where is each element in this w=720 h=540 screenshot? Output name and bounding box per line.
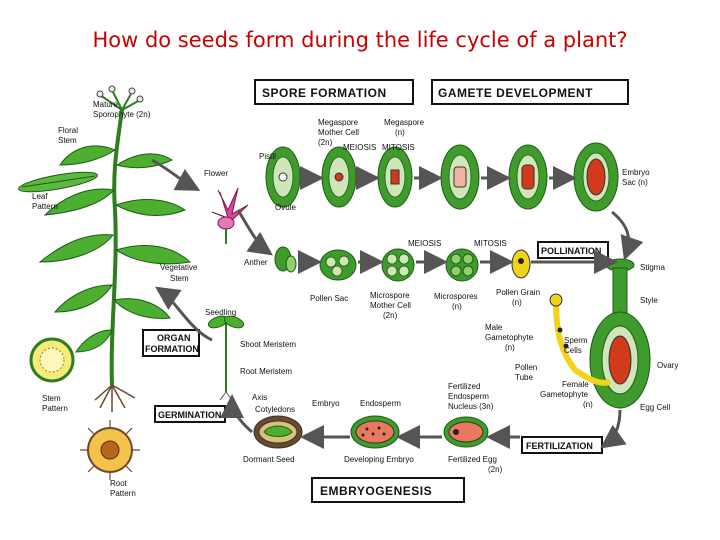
label-microspores-2: (n)	[452, 302, 462, 311]
spore-formation-box	[255, 80, 413, 104]
label-germination: GERMINATION	[158, 410, 222, 420]
label-flower: Flower	[204, 169, 229, 178]
germination-box	[155, 406, 225, 422]
label-mature-sporophyte-2: Sporophyte (2n)	[93, 110, 151, 119]
label-ovary: Ovary	[657, 361, 679, 370]
label-microspores-1: Microspores	[434, 292, 478, 301]
label-cotyledons: Cotyledons	[255, 405, 296, 414]
label-microspore-mother-2: Mother Cell	[370, 301, 411, 310]
label-male-gametophyte-3: (n)	[505, 343, 515, 352]
label-leaf-pattern-2: Pattern	[32, 202, 58, 211]
slide-title: How do seeds form during the life cycle of a plant?	[92, 28, 628, 52]
label-seedling: Seedling	[205, 308, 237, 317]
label-dormant-seed: Dormant Seed	[243, 455, 295, 464]
label-pollen-sac: Pollen Sac	[310, 294, 349, 303]
pollen-row	[320, 249, 530, 281]
label-fertilized-endo-1: Fertilized	[448, 382, 481, 391]
label-vegetative-stem-2: Stem	[170, 274, 189, 283]
label-embryo-sac-1: Embryo	[622, 168, 650, 177]
anther-illustration	[275, 247, 296, 272]
label-pollination: POLLINATION	[541, 246, 602, 256]
label-female-gametophyte-1: Female	[562, 380, 589, 389]
label-female-gametophyte-3: (n)	[583, 400, 593, 409]
label-megaspore-mother-3: (2n)	[318, 138, 333, 147]
label-fertilized-egg-1: Fertilized Egg	[448, 455, 497, 464]
label-root-pattern-1: Root	[110, 479, 127, 488]
label-pollen-grain-2: (n)	[512, 298, 522, 307]
label-vegetative-stem-1: Vegetative	[160, 263, 198, 272]
label-egg-cell: Egg Cell	[640, 403, 671, 412]
label-embryo-sac-2: Sac (n)	[622, 178, 648, 187]
gamete-development-box	[432, 80, 628, 104]
fertilization-box	[522, 437, 602, 453]
label-fertilized-endo-2: Endosperm	[448, 392, 489, 401]
label-microspore-mother-3: (2n)	[383, 311, 398, 320]
label-gamete-development: GAMETE DEVELOPMENT	[438, 86, 594, 100]
label-pollen-tube-2: Tube	[515, 373, 533, 382]
label-shoot-meristem: Shoot Meristem	[240, 340, 297, 349]
label-spore-formation: SPORE FORMATION	[262, 86, 387, 100]
label-meiosis-top: MEIOSIS	[343, 143, 377, 152]
label-floral-stem-1: Floral	[58, 126, 79, 135]
embryogenesis-box	[312, 478, 464, 502]
label-embryogenesis: EMBRYOGENESIS	[320, 484, 433, 498]
label-mitosis-top: MITOSIS	[382, 143, 415, 152]
label-stem-pattern-2: Pattern	[42, 404, 68, 413]
label-leaf-pattern-1: Leaf	[32, 192, 48, 201]
label-pollen-grain-1: Pollen Grain	[496, 288, 541, 297]
pollination-box	[538, 242, 608, 258]
label-organ-formation-2: FORMATION	[145, 344, 199, 354]
label-floral-stem-2: Stem	[58, 136, 77, 145]
label-organ-formation-1: ORGAN	[157, 333, 191, 343]
label-pollen-tube-1: Pollen	[515, 363, 538, 372]
seed-row	[254, 416, 488, 448]
label-megaspore-mother-2: Mother Cell	[318, 128, 359, 137]
label-fertilization: FERTILIZATION	[526, 441, 593, 451]
label-megaspore-2: (n)	[395, 128, 405, 137]
label-pistil: Pistil	[259, 152, 276, 161]
label-root-meristem: Root Meristem	[240, 367, 293, 376]
label-endosperm: Endosperm	[360, 399, 401, 408]
label-male-gametophyte-1: Male	[485, 323, 503, 332]
label-ovule: Ovule	[275, 203, 296, 212]
label-mitosis-mid: MITOSIS	[474, 239, 507, 248]
label-meiosis-mid: MEIOSIS	[408, 239, 442, 248]
label-megaspore-1: Megaspore	[384, 118, 425, 127]
label-male-gametophyte-2: Gametophyte	[485, 333, 534, 342]
label-root-pattern-2: Pattern	[110, 489, 136, 498]
label-fertilized-endo-3: Nucleus (3n)	[448, 402, 494, 411]
label-mature-sporophyte-1: Mature	[93, 100, 118, 109]
label-fertilized-egg-2: (2n)	[488, 465, 503, 474]
label-anther: Anther	[244, 258, 268, 267]
seedling-illustration	[207, 314, 245, 400]
organ-formation-box	[143, 330, 199, 356]
label-embryo: Embryo	[312, 399, 340, 408]
label-stigma: Stigma	[640, 263, 665, 272]
label-developing-embryo: Developing Embryo	[344, 455, 414, 464]
label-sperm-cells-2: Cells	[564, 346, 582, 355]
label-axis: Axis	[252, 393, 268, 402]
label-style: Style	[640, 296, 658, 305]
label-microspore-mother-1: Microspore	[370, 291, 410, 300]
label-megaspore-mother-1: Megaspore	[318, 118, 359, 127]
label-stem-pattern-1: Stem	[42, 394, 61, 403]
label-female-gametophyte-2: Gametophyte	[540, 390, 589, 399]
label-sperm-cells-1: Sperm	[564, 336, 588, 345]
